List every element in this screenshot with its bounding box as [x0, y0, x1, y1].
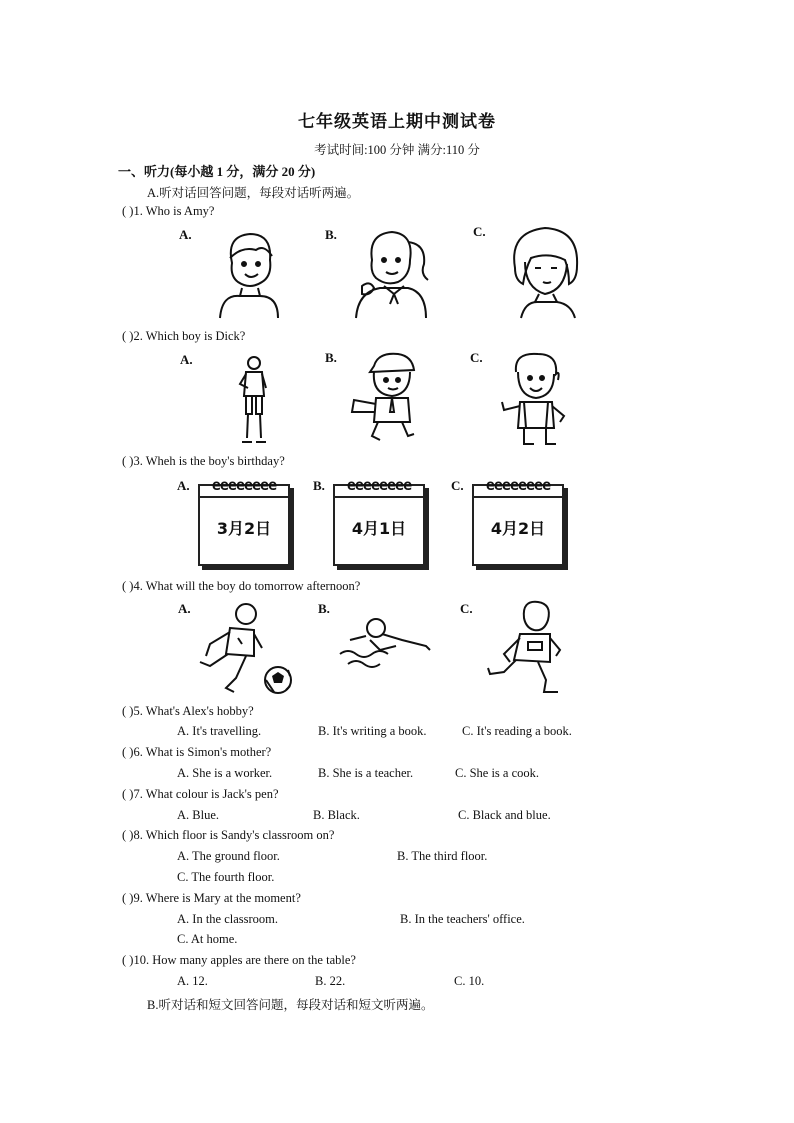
playing-football-image	[196, 600, 298, 696]
calendar-rings: eeeeeeee	[211, 476, 277, 494]
calendar-date: 3月2日	[216, 519, 272, 538]
girl-bob-hair-image	[505, 222, 585, 320]
option-a: A. She is a worker.	[177, 766, 273, 780]
option-label: C.	[470, 350, 483, 365]
option-label: B.	[318, 601, 330, 616]
answer-bracket[interactable]: ( )	[122, 787, 134, 801]
answer-bracket[interactable]: ( )	[122, 329, 134, 343]
running-boy-cap-image	[348, 350, 430, 442]
option-label: C.	[473, 224, 486, 239]
option-label: B.	[325, 350, 337, 365]
answer-bracket[interactable]: ( )	[122, 204, 134, 218]
option-c: C. It's reading a book.	[462, 724, 572, 738]
running-image	[484, 598, 570, 698]
calendar-rings: eeeeeeee	[485, 476, 551, 494]
question-10: ( )10. How many apples are there on the table?	[122, 953, 356, 967]
option-b: B. She is a teacher.	[318, 766, 414, 780]
option-label: A.	[180, 352, 193, 367]
option-label: A.	[177, 478, 190, 493]
option-a: A. It's travelling.	[177, 724, 262, 738]
calendar-rings: eeeeeeee	[346, 476, 412, 494]
option-c: C. The fourth floor.	[177, 870, 275, 884]
option-a: A. 12.	[177, 974, 208, 988]
question-4: ( )4. What will the boy do tomorrow afternoon?	[122, 579, 361, 593]
answer-bracket[interactable]: ( )	[122, 745, 134, 759]
option-label: C.	[460, 601, 473, 616]
option-b: B. It's writing a book.	[318, 724, 427, 738]
answer-bracket[interactable]: ( )	[122, 828, 134, 842]
answer-bracket[interactable]: ( )	[122, 704, 134, 718]
question-3: ( )3. Wheh is the boy's birthday?	[122, 454, 285, 468]
exam-info: 考试时间:100 分钟 满分:110 分	[314, 143, 480, 157]
waving-boy-image	[500, 350, 572, 448]
calendar-card	[472, 476, 564, 566]
page-title: 七年级英语上期中测试卷	[298, 112, 496, 132]
girl-short-hair-image	[212, 228, 282, 320]
question-2: ( )2. Which boy is Dick?	[122, 329, 246, 343]
answer-bracket[interactable]: ( )	[122, 953, 134, 967]
question-7: ( )7. What colour is Jack's pen?	[122, 787, 279, 801]
question-6: ( )6. What is Simon's mother?	[122, 745, 272, 759]
answer-bracket[interactable]: ( )	[122, 579, 134, 593]
option-c: C. Black and blue.	[458, 808, 551, 822]
option-a: A. Blue.	[177, 808, 220, 822]
option-a: A. The ground floor.	[177, 849, 280, 863]
option-label: B.	[313, 478, 325, 493]
girl-ponytail-image	[350, 224, 432, 320]
option-b: B. 22.	[315, 974, 346, 988]
swimming-image	[336, 610, 432, 680]
option-c: C. She is a cook.	[455, 766, 540, 780]
question-8: ( )8. Which floor is Sandy's classroom on?	[122, 828, 335, 842]
option-b: B. Black.	[313, 808, 360, 822]
section-heading: 一、听力(每小越 1 分，满分 20 分)	[118, 164, 316, 179]
option-c: C. At home.	[177, 932, 238, 946]
calendar-date: 4月2日	[490, 519, 546, 538]
question-5: ( )5. What's Alex's hobby?	[122, 704, 254, 718]
option-label: C.	[451, 478, 464, 493]
calendar-card	[198, 476, 290, 566]
calendar-card	[333, 476, 425, 566]
option-b: B. The third floor.	[397, 849, 488, 863]
option-a: A. In the classroom.	[177, 912, 279, 926]
option-label: B.	[325, 227, 337, 242]
part-a-instruction: A.听对话回答问题，每段对话听两遍。	[147, 186, 360, 200]
answer-bracket[interactable]: ( )	[122, 454, 134, 468]
part-b-instruction: B.听对话和短文回答问题，每段对话和短文听两遍。	[147, 998, 434, 1012]
option-label: A.	[179, 227, 192, 242]
question-9: ( )9. Where is Mary at the moment?	[122, 891, 301, 905]
option-label: A.	[178, 601, 191, 616]
option-b: B. In the teachers' office.	[400, 912, 525, 926]
question-1: ( )1. Who is Amy?	[122, 204, 215, 218]
answer-bracket[interactable]: ( )	[122, 891, 134, 905]
option-c: C. 10.	[454, 974, 485, 988]
tall-boy-image	[236, 354, 270, 446]
calendar-date: 4月1日	[351, 519, 407, 538]
